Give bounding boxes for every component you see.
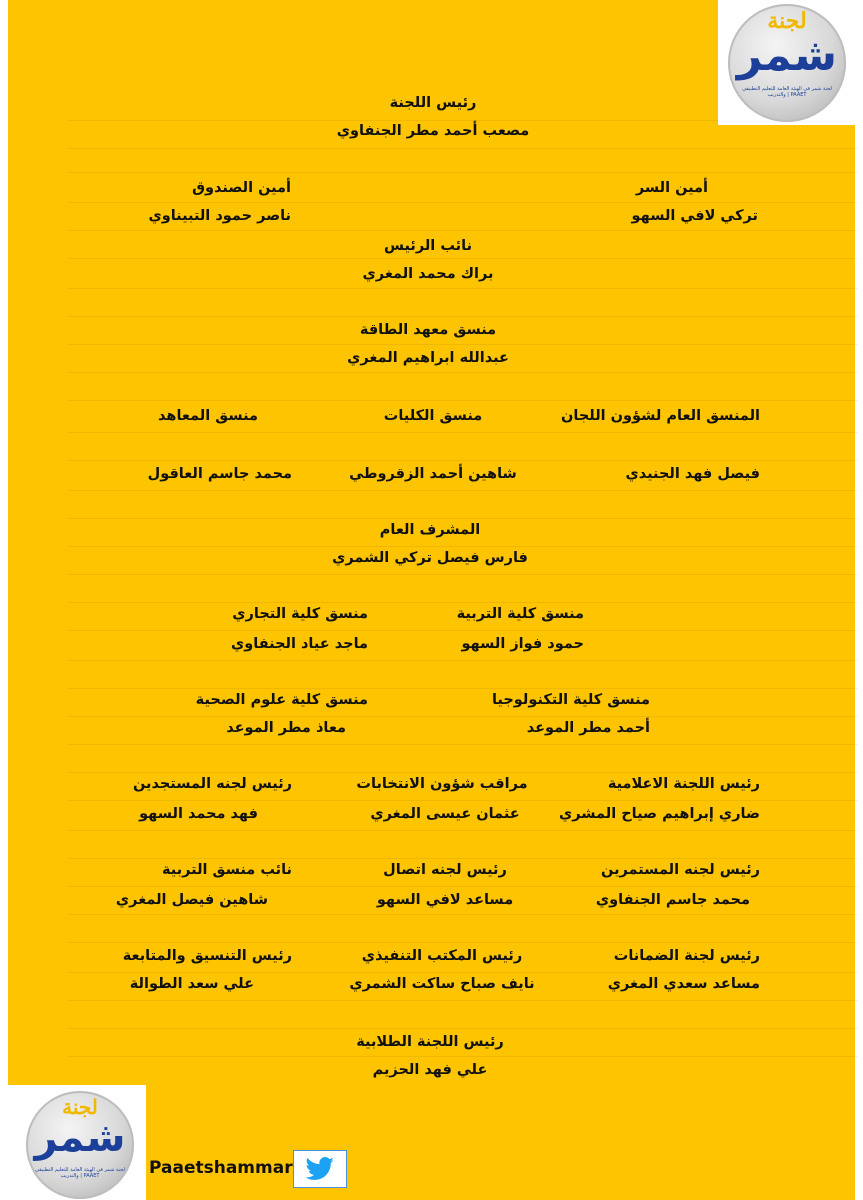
executive-office-name: نايف صباح ساكت الشمري xyxy=(349,976,535,992)
contact-head-name: مساعد لافي السهو xyxy=(376,892,514,908)
bottom-logo-box xyxy=(8,1085,146,1200)
vice-name: براك محمد المغري xyxy=(362,266,494,282)
logo-main-word: شمر xyxy=(736,30,838,81)
media-head-title: رئيس اللجنة الاعلامية xyxy=(607,776,760,792)
health-coord-name: معاذ مطر الموعد xyxy=(226,720,346,736)
chair-title: رئيس اللجنة xyxy=(389,95,477,111)
education-vice-title: نائب منسق التربية xyxy=(161,862,292,878)
supervisor-title: المشرف العام xyxy=(379,522,481,538)
logo-subtitle: لجنة شمر في الهيئة العامة للتعليم التطبيقي والتدريب | PAAET xyxy=(742,86,832,98)
student-committee-name: علي فهد الحزيم xyxy=(372,1062,488,1078)
newcomers-head-title: رئيس لجنه المستجدين xyxy=(132,776,292,792)
committee-logo-bottom xyxy=(26,1091,134,1199)
guarantees-head-name: مساعد سعدي المغري xyxy=(607,976,760,992)
continuing-head-name: محمد جاسم الجنفاوي xyxy=(595,892,750,908)
top-logo-box xyxy=(718,0,863,125)
supervisor-name: فارس فيصل تركي الشمري xyxy=(332,550,528,566)
commerce-coord-name: ماجد عياد الجنفاوي xyxy=(230,636,368,652)
executive-office-title: رئيس المكتب التنفيذي xyxy=(361,948,523,964)
logo-top-word-bottom: لجنة xyxy=(62,1095,98,1119)
elections-monitor-name: عثمان عيسى المغري xyxy=(370,806,520,822)
logo-subtitle-bottom: لجنة شمر في الهيئة العامة للتعليم التطبيقي والتدريب | PAAET xyxy=(35,1167,125,1179)
energy-name: عبدالله ابراهيم المغري xyxy=(347,350,509,366)
media-head-name: ضاري إبراهيم صياح المشري xyxy=(558,806,760,822)
vice-title: نائب الرئيس xyxy=(383,238,473,254)
technology-coord-name: أحمد مطر الموعد xyxy=(526,720,650,736)
student-committee-title: رئيس اللجنة الطلابية xyxy=(356,1034,504,1050)
organization-sheet xyxy=(8,0,855,1200)
commerce-coord-title: منسق كلية التجاري xyxy=(232,606,368,622)
institutes-coord-name: محمد جاسم العاقول xyxy=(147,466,292,482)
technology-coord-title: منسق كلية التكنولوجيا xyxy=(491,692,650,708)
secretary-title: أمين السر xyxy=(635,180,708,196)
institutes-coord-title: منسق المعاهد xyxy=(158,408,258,424)
committee-logo xyxy=(728,4,846,122)
colleges-coord-name: شاهين أحمد الزقروطي xyxy=(349,466,517,482)
elections-monitor-title: مراقب شؤون الانتخابات xyxy=(356,776,528,792)
education-coord-title: منسق كلية التربية xyxy=(456,606,584,622)
energy-title: منسق معهد الطاقة xyxy=(359,322,497,338)
treasurer-title: أمين الصندوق xyxy=(192,180,291,196)
education-coord-name: حمود فواز السهو xyxy=(461,636,584,652)
health-coord-title: منسق كلية علوم الصحية xyxy=(195,692,368,708)
logo-top-word: لجنة xyxy=(767,8,807,34)
contact-head-title: رئيس لجنه اتصال xyxy=(383,862,507,878)
general-coord-title: المنسق العام لشؤون اللجان xyxy=(561,408,760,424)
twitter-handle[interactable]: Paaetshammar xyxy=(149,1158,293,1178)
followup-head-name: علي سعد الطوالة xyxy=(129,976,254,992)
followup-head-title: رئيس التنسيق والمتابعة xyxy=(122,948,292,964)
general-coord-name: فيصل فهد الجنيدي xyxy=(625,466,760,482)
education-vice-name: شاهين فيصل المغري xyxy=(115,892,268,908)
sheet-gridlines xyxy=(8,0,855,1200)
logo-main-word-bottom: شمر xyxy=(34,1115,126,1161)
treasurer-name: ناصر حمود التبيناوي xyxy=(148,208,291,224)
twitter-bird-icon[interactable] xyxy=(293,1150,347,1188)
twitter-bird-shape xyxy=(305,1157,335,1181)
continuing-head-title: رئيس لجنه المستمرين xyxy=(601,862,760,878)
guarantees-head-title: رئيس لجنة الضمانات xyxy=(613,948,760,964)
colleges-coord-title: منسق الكليات xyxy=(383,408,483,424)
chair-name: مصعب أحمد مطر الجنفاوي xyxy=(336,123,530,139)
newcomers-head-name: فهد محمد السهو xyxy=(139,806,258,822)
secretary-name: تركي لافي السهو xyxy=(631,208,758,224)
